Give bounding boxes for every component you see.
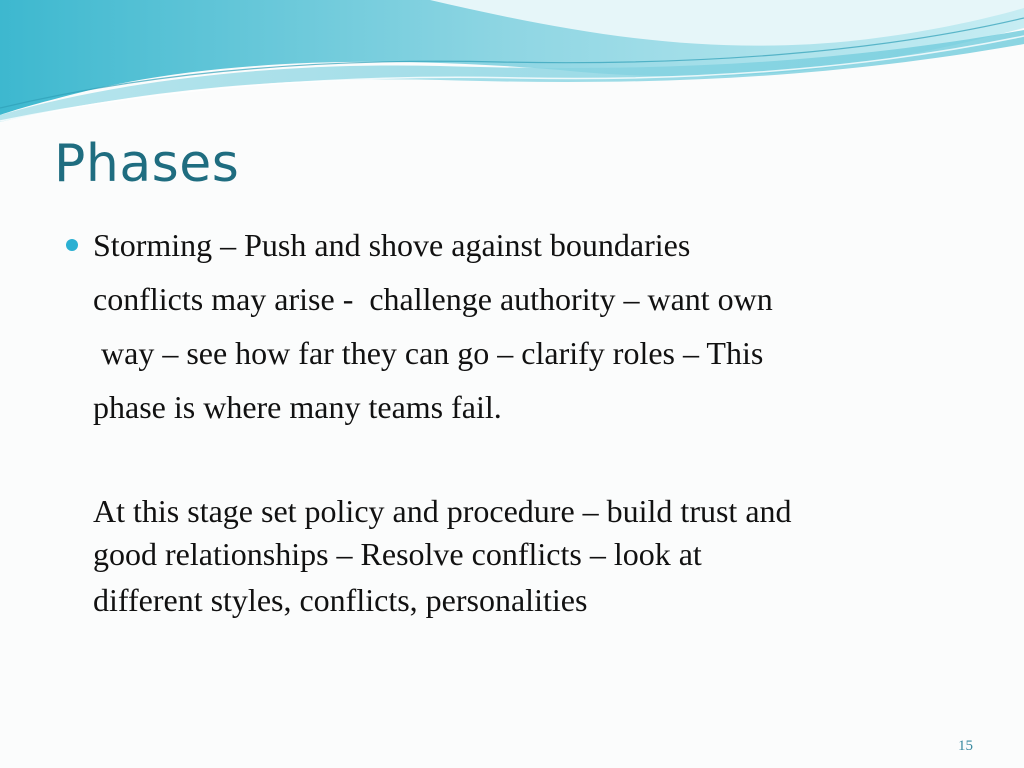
bullet-line-1: Storming – Push and shove against boundaries (93, 227, 691, 263)
bullet-line-2: conflicts may arise - challenge authority – want own (93, 281, 773, 317)
page-number: 15 (958, 738, 973, 754)
paragraph-line-3: different styles, conflicts, personalities (93, 582, 588, 618)
header-wave-decoration (0, 0, 1024, 130)
slide-title: Phases (54, 134, 240, 194)
bullet-line-3: way – see how far they can go – clarify roles – This (93, 335, 764, 371)
bullet-dot-icon (66, 239, 78, 251)
paragraph-line-2: good relationships – Resolve conflicts – look at (93, 536, 702, 572)
paragraph-line-1: At this stage set policy and procedure – build trust and (93, 493, 792, 529)
bullet-line-4: phase is where many teams fail. (93, 389, 502, 425)
